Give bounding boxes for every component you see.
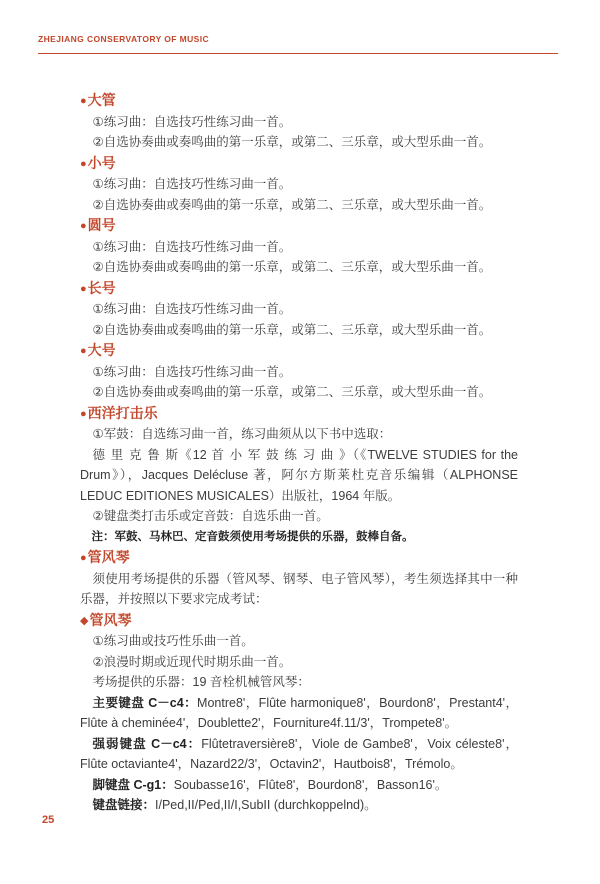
- section-heading-organ: [80, 547, 518, 569]
- organ-intro-paragraph: 须使用考场提供的乐器（管风琴、钢琴、电子管风琴），考生须选择其中一种乐器，并按照以下要求完成考试：: [80, 571, 518, 606]
- pedal-label: 脚键盘 C-g1：: [92, 777, 174, 792]
- list-item: ①练习曲：自选技巧性练习曲一首。: [92, 177, 292, 191]
- circle-bullet-icon: ●: [80, 157, 87, 170]
- section-heading-percussion: [80, 403, 518, 425]
- section-heading-tuba: [80, 340, 518, 362]
- list-item: ①练习曲：自选技巧性练习曲一首。: [92, 364, 292, 379]
- section-heading-trombone: [80, 278, 518, 300]
- list-item: ②键盘类打击乐或定音鼓：自选乐曲一首。: [92, 509, 329, 523]
- list-item: ①军鼓：自选练习曲一首，练习曲须从以下书中选取：: [92, 427, 392, 441]
- list-item: ②自选协奏曲或奏鸣曲的第一乐章，或第二、三乐章，或大型乐曲一首。: [92, 135, 492, 149]
- manual1-label: 主要键盘 C－c4：: [92, 695, 198, 710]
- circle-bullet-icon: ●: [80, 552, 87, 564]
- section-title: 大号: [87, 342, 116, 358]
- list-item: ①练习曲或技巧性乐曲一首。: [92, 634, 254, 648]
- circle-bullet-icon: ●: [80, 345, 87, 357]
- couplers-value: I/Ped,II/Ped,II/I,SubII (durchkoppelnd)。: [155, 798, 377, 812]
- header-title: ZHEJIANG CONSERVATORY OF MUSIC: [38, 34, 210, 44]
- manual1-stops: Montre8'，Flûte harmonique8'，Bourdon8'，Prestant4'，Flûte à cheminée4'，Doublette2'，Fourniture4f.11/3'，Trompete8'。: [80, 695, 518, 730]
- document-body: [80, 90, 518, 816]
- section-title: 管风琴: [87, 549, 130, 565]
- section-title: 小号: [87, 154, 116, 171]
- section-heading-trumpet: [80, 153, 518, 175]
- list-item: ②自选协奏曲或奏鸣曲的第一乐章，或第二、三乐章，或大型乐曲一首。: [92, 385, 492, 399]
- diamond-bullet-icon: ◆: [80, 614, 89, 627]
- manual2-stops: Flûtetraversière8'，Viole de Gambe8'，Voix céleste8'，Flûte octaviante4'，Nazard22/3'，Octavin2'，Hautbois8'，Trémolo。: [80, 736, 519, 771]
- list-item: ②自选协奏曲或奏鸣曲的第一乐章，或第二、三乐章，或大型乐曲一首。: [92, 322, 492, 337]
- document-header: [38, 34, 558, 54]
- section-title: 大管: [87, 92, 116, 108]
- list-item: ②自选协奏曲或奏鸣曲的第一乐章，或第二、三乐章，或大型乐曲一首。: [92, 260, 492, 274]
- organ-couplers-spec: [80, 795, 518, 816]
- list-item: 考场提供的乐器：19 音栓机械管风琴：: [92, 675, 310, 689]
- circle-bullet-icon: ●: [80, 407, 87, 420]
- repertoire-book-paragraph: 德 里 克 鲁 斯《12 首 小 军 鼓 练 习 曲 》（《TWELVE STUDIES for the Drum》），Jacques Delécluse 著，阿尔方斯莱杜克音乐编辑（ALPHONSE LEDUC EDITIONES MUSICALES）出版社，1964 年版。: [80, 447, 518, 503]
- organ-manual1-spec: [80, 693, 518, 734]
- section-heading-horn: [80, 215, 518, 237]
- list-item: ②浪漫时期或近现代时期乐曲一首。: [92, 654, 292, 669]
- circle-bullet-icon: ●: [80, 95, 87, 107]
- pedal-stops: Soubasse16'，Flûte8'，Bourdon8'，Basson16'。: [173, 777, 448, 792]
- organ-manual2-spec: [80, 734, 518, 775]
- organ-pedal-spec: [80, 775, 518, 796]
- manual2-label: 强弱键盘 C－c4：: [92, 736, 202, 751]
- section-heading-bassoon: [80, 90, 518, 112]
- circle-bullet-icon: ●: [80, 282, 87, 295]
- list-item: ①练习曲：自选技巧性练习曲一首。: [92, 114, 292, 129]
- subsection-heading-organ: [80, 610, 518, 632]
- section-title: 圆号: [87, 217, 116, 233]
- list-item: ①练习曲：自选技巧性练习曲一首。: [92, 302, 292, 316]
- section-title: 长号: [87, 279, 116, 296]
- note-line: 注：军鼓、马林巴、定音鼓须使用考场提供的乐器，鼓棒自备。: [91, 530, 414, 543]
- subsection-title: 管风琴: [89, 611, 132, 628]
- list-item: ①练习曲：自选技巧性练习曲一首。: [92, 239, 292, 254]
- page-number: 25: [42, 814, 55, 826]
- couplers-label: 键盘链接：: [92, 798, 156, 812]
- list-item: ②自选协奏曲或奏鸣曲的第一乐章，或第二、三乐章，或大型乐曲一首。: [92, 197, 492, 212]
- circle-bullet-icon: ●: [80, 220, 87, 232]
- section-title: 西洋打击乐: [87, 404, 158, 421]
